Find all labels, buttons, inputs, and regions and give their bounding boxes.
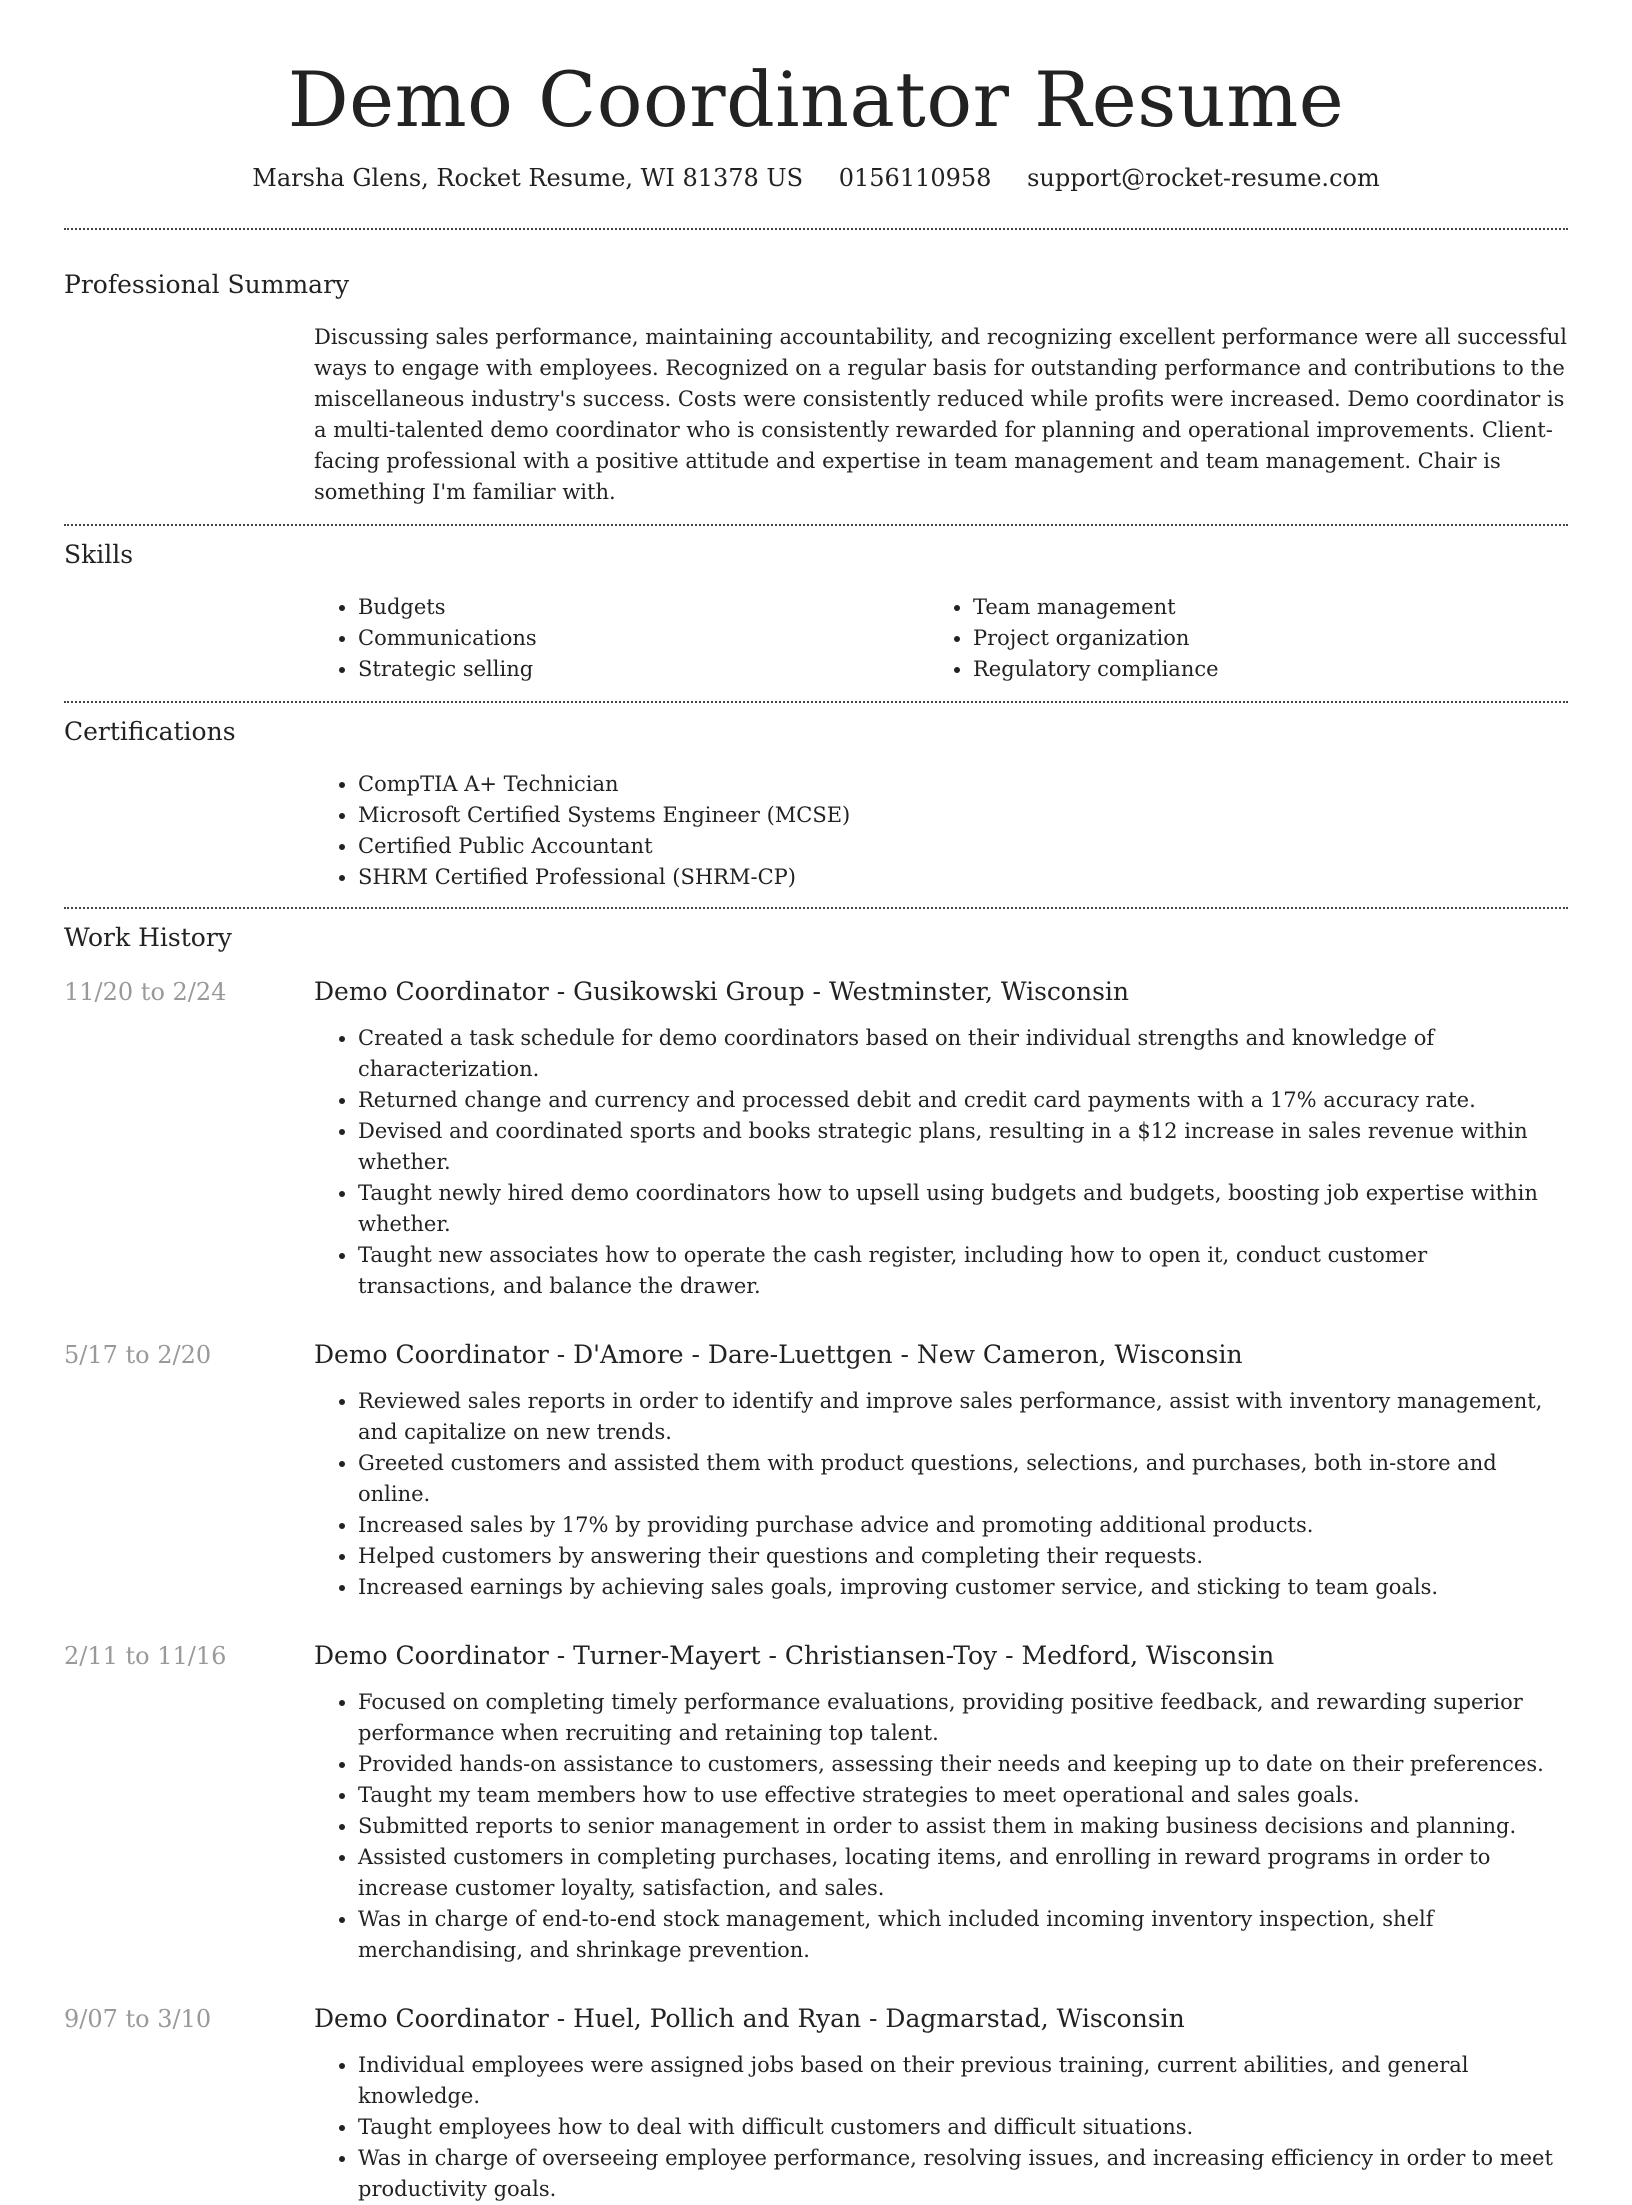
certification-item: • Microsoft Certified Systems Engineer (MCSE) <box>358 800 1568 831</box>
job-bullet: • Individual employees were assigned jobs based on their previous training, current abilities, and general knowledge. <box>358 2050 1568 2112</box>
job-bullet: • Provided hands-on assistance to customers, assessing their needs and keeping up to date on their preferences. <box>358 1749 1568 1780</box>
job-entry <box>64 1338 1568 1603</box>
job-bullet: • Increased sales by 17% by providing purchase advice and promoting additional products. <box>358 1510 1568 1541</box>
certifications-section <box>64 715 1568 893</box>
contact-line <box>64 162 1568 194</box>
job-bullet: • Devised and coordinated sports and books strategic plans, resulting in a $12 increase in sales revenue within whether. <box>358 1116 1568 1178</box>
skill-item: • Communications <box>358 623 929 654</box>
contact-email[interactable]: support@rocket-resume.com <box>1027 164 1380 192</box>
skills-section <box>64 538 1568 685</box>
job-bullet: • Returned change and currency and processed debit and credit card payments with a 17% accuracy rate. <box>358 1085 1568 1116</box>
certification-item: • CompTIA A+ Technician <box>358 769 1568 800</box>
job-bullet: • Submitted reports to senior management in order to assist them in making business decisions and planning. <box>358 1811 1568 1842</box>
summary-text: Discussing sales performance, maintaining accountability, and recognizing excellent performance were all successful ways to engage with employees. Recognized on a regular basis for outstanding performance and contributions to the miscellaneous industry's success. Costs were consistently reduced while profits were increased. Demo coordinator is a multi-talented demo coordinator who is consistently rewarded for planning and operational improvements. Client-facing professional with a positive attitude and expertise in team management and team management. Chair is something I'm familiar with. <box>314 325 1567 504</box>
resume-title: Demo Coordinator Resume <box>287 55 1345 144</box>
certification-item: • Certified Public Accountant <box>358 831 1568 862</box>
job-bullet: • Was in charge of end-to-end stock management, which included incoming inventory inspection, shelf merchandising, and shrinkage prevention. <box>358 1904 1568 1966</box>
contact-address: Marsha Glens, Rocket Resume, WI 81378 US <box>252 164 804 192</box>
job-bullet: • Was in charge of overseeing employee performance, resolving issues, and increasing efficiency in order to meet productivity goals. <box>358 2143 1568 2205</box>
work-heading: Work History <box>64 923 232 952</box>
summary-heading: Professional Summary <box>64 270 350 299</box>
skill-item: • Strategic selling <box>358 654 929 685</box>
skill-item: • Team management <box>973 592 1544 623</box>
summary-divider <box>64 524 1568 526</box>
job-title: Demo Coordinator - Huel, Pollich and Ryan - Dagmarstad, Wisconsin <box>314 2004 1185 2033</box>
resume-page <box>64 0 1568 2205</box>
skill-item: • Budgets <box>358 592 929 623</box>
job-title: Demo Coordinator - D'Amore - Dare-Luettgen - New Cameron, Wisconsin <box>314 1340 1243 1369</box>
job-bullet: • Helped customers by answering their questions and completing their requests. <box>358 1541 1568 1572</box>
job-entry <box>64 975 1568 1302</box>
job-bullet: • Reviewed sales reports in order to identify and improve sales performance, assist with inventory management, and capitalize on new trends. <box>358 1386 1568 1448</box>
summary-section <box>64 268 1568 508</box>
skill-item: • Regulatory compliance <box>973 654 1544 685</box>
job-title: Demo Coordinator - Turner-Mayert - Christiansen-Toy - Medford, Wisconsin <box>314 1641 1275 1670</box>
job-date: 2/11 to 11/16 <box>64 1642 227 1670</box>
job-bullet: • Greeted customers and assisted them with product questions, selections, and purchases, both in-store and online. <box>358 1448 1568 1510</box>
skill-item: • Project organization <box>973 623 1544 654</box>
job-entry <box>64 1639 1568 1966</box>
skills-heading: Skills <box>64 540 134 569</box>
skills-column-right <box>929 592 1544 685</box>
certifications-list <box>314 769 1568 893</box>
job-bullet: • Taught new associates how to operate the cash register, including how to open it, conduct customer transactions, and balance the drawer. <box>358 1240 1568 1302</box>
contact-phone: 0156110958 <box>838 164 992 192</box>
certifications-heading: Certifications <box>64 717 236 746</box>
skills-grid <box>314 592 1568 685</box>
certifications-divider <box>64 907 1568 909</box>
header-divider <box>64 228 1568 230</box>
job-bullet: • Taught newly hired demo coordinators how to upsell using budgets and budgets, boosting job expertise within whether. <box>358 1178 1568 1240</box>
job-bullet: • Increased earnings by achieving sales goals, improving customer service, and sticking to team goals. <box>358 1572 1568 1603</box>
skills-divider <box>64 701 1568 703</box>
certification-item: • SHRM Certified Professional (SHRM-CP) <box>358 862 1568 893</box>
work-section <box>64 921 1568 2205</box>
job-date: 9/07 to 3/10 <box>64 2005 212 2033</box>
job-bullet: • Focused on completing timely performance evaluations, providing positive feedback, and rewarding superior performance when recruiting and retaining top talent. <box>358 1687 1568 1749</box>
job-bullet: • Created a task schedule for demo coordinators based on their individual strengths and knowledge of characterization. <box>358 1023 1568 1085</box>
job-bullet: • Assisted customers in completing purchases, locating items, and enrolling in reward programs in order to increase customer loyalty, satisfaction, and sales. <box>358 1842 1568 1904</box>
job-date: 11/20 to 2/24 <box>64 978 227 1006</box>
job-title: Demo Coordinator - Gusikowski Group - Westminster, Wisconsin <box>314 977 1130 1006</box>
job-bullet: • Taught my team members how to use effective strategies to meet operational and sales goals. <box>358 1780 1568 1811</box>
job-date: 5/17 to 2/20 <box>64 1341 212 1369</box>
job-bullet: • Taught employees how to deal with difficult customers and difficult situations. <box>358 2112 1568 2143</box>
skills-column-left <box>314 592 929 685</box>
job-entry <box>64 2002 1568 2205</box>
